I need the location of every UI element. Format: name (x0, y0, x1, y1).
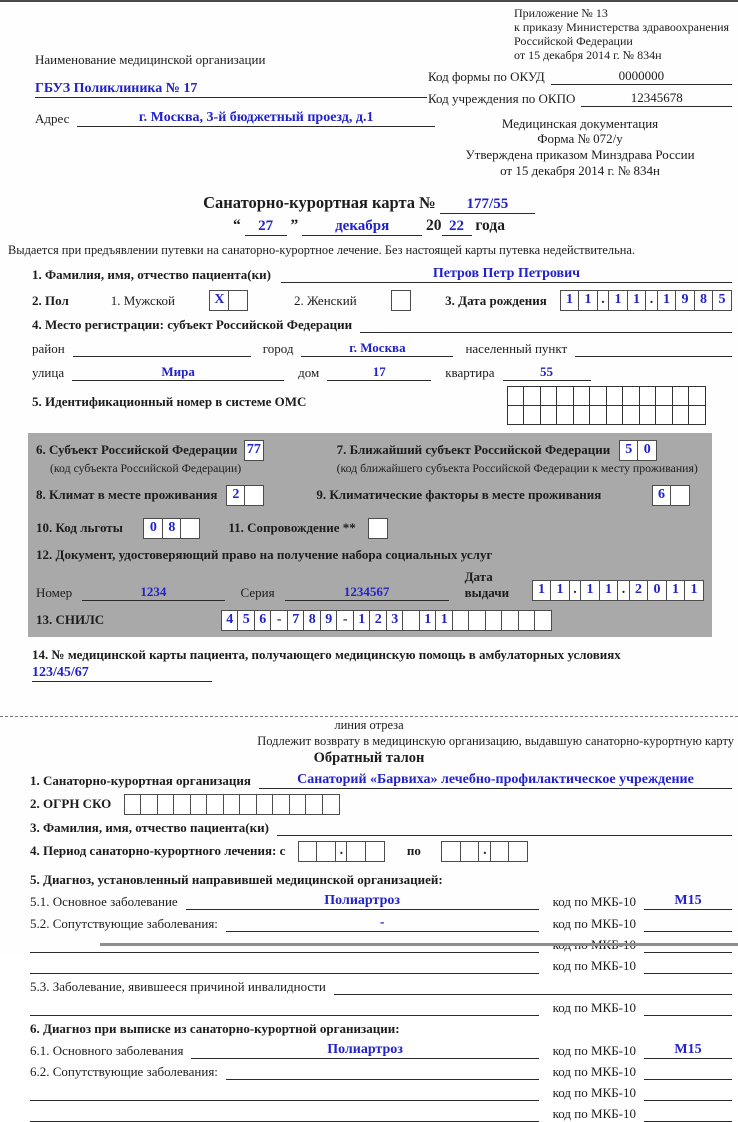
field14-label: 14. № медицинской карты пациента, получающего медицинскую помощь в амбулаторных условиях (32, 646, 621, 662)
birth-date-cells[interactable]: 1 1 . 1 1 . 1 9 8 5 (561, 290, 732, 311)
return-note: Подлежит возврату в медицинскую организацию, выдавшую санаторно-курортную карту (257, 733, 734, 748)
main-disease-mkb-field[interactable]: М15 (644, 893, 732, 910)
card-title (0, 193, 738, 214)
field12-label: 12. Документ, удостоверяющий право на получение набора социальных услуг (36, 546, 493, 562)
appendix-line: Приложение № 13 (514, 6, 608, 20)
female-option-label: 2. Женский (293, 292, 357, 308)
address-label: Адрес (35, 111, 70, 126)
org-name-label: Наименование медицинской организации (35, 52, 266, 67)
field3-label: 3. Дата рождения (445, 292, 547, 308)
org-name-value: ГБУЗ Поликлиника № 17 (35, 81, 198, 96)
snils-cells[interactable]: 4 5 6 - 7 8 9 - 1 2 3 1 1 (222, 610, 552, 631)
coupon-field4-label: 4. Период санаторно-курортного лечения: с (30, 843, 286, 859)
mkb-label: код по МКБ-10 (552, 1042, 636, 1058)
field61-label: 6.1. Основного заболевания (30, 1042, 184, 1058)
okpo-label: Код учреждения по ОКПО (428, 90, 576, 106)
discharge-comorbidity-mkb-field[interactable] (644, 1079, 732, 1080)
return-coupon (0, 772, 738, 1122)
doc-number-label: Номер (36, 584, 73, 600)
med-doc-line: от 15 декабря 2014 г. № 834н (500, 163, 660, 179)
address-field[interactable]: г. Москва, 3-й бюджетный проезд, д.1 (77, 110, 435, 127)
field2-label: 2. Пол (32, 292, 69, 308)
district-field[interactable] (73, 341, 251, 357)
comorbidity-mkb-field[interactable] (644, 952, 732, 953)
discharge-extra-line[interactable] (30, 1085, 539, 1101)
patient-name-field[interactable]: Петров Петр Петрович (281, 266, 732, 283)
form-header (0, 2, 738, 179)
coupon-title: Обратный талон (313, 749, 425, 766)
field4-label: 4. Место регистрации: субъект Российской Федерации (32, 317, 353, 333)
subject-code-cells[interactable]: 77 (245, 440, 264, 461)
appendix-line: от 15 декабря 2014 г. № 834н (514, 48, 662, 63)
nearest-subject-code-cells[interactable]: 5 0 (620, 440, 657, 461)
comorbidity-mkb-field[interactable] (644, 973, 732, 974)
year-century: 20 (426, 217, 442, 235)
period-from-cells[interactable]: . (299, 841, 385, 862)
mkb-label: код по МКБ-10 (552, 957, 636, 973)
coupon-field1-label: 1. Санаторно-курортная организация (30, 772, 251, 788)
ogrn-cells[interactable] (125, 794, 340, 815)
field10-label: 10. Код льготы (36, 520, 123, 536)
period-to-label: по (406, 843, 421, 859)
field8-label: 8. Климат в месте проживания (36, 487, 218, 503)
oms-grid-row[interactable] (508, 386, 706, 406)
street-label: улица (32, 365, 65, 381)
card-title-text: Санаторно-курортная карта № (203, 193, 436, 213)
city-label: город (262, 341, 294, 357)
mkb-label: код по МКБ-10 (552, 915, 636, 931)
card-main (0, 266, 738, 425)
coupon-field3-label: 3. Фамилия, имя, отчество пациента(ки) (30, 819, 269, 835)
comorbidity-mkb-field[interactable] (644, 931, 732, 932)
discharge-main-disease-field[interactable]: Полиартроз (191, 1042, 538, 1059)
coupon-patient-name-field[interactable] (277, 820, 732, 836)
oms-grid-row[interactable] (508, 406, 706, 425)
field9-label: 9. Климатические факторы в месте проживания (316, 487, 602, 503)
discharge-comorbidity-field[interactable] (226, 1064, 539, 1080)
field5-label: 5. Идентификационный номер в системе ОМС (32, 394, 307, 410)
year-field[interactable]: 22 (442, 218, 472, 236)
cut-line-label: линия отреза (334, 717, 404, 732)
field7-sublabel: (код ближайшего субъекта Российской Федерации к месту проживания) (336, 460, 698, 475)
mkb-label: код по МКБ-10 (552, 1084, 636, 1100)
region-field[interactable] (360, 317, 732, 333)
field53-label: 5.3. Заболевание, явившееся причиной инвалидности (30, 978, 326, 994)
house-field[interactable]: 17 (327, 364, 431, 381)
mkb-label: код по МКБ-10 (552, 1063, 636, 1079)
settlement-field[interactable] (575, 341, 732, 357)
resort-codes-band (28, 433, 712, 637)
appendix-block (428, 6, 732, 63)
district-label: район (32, 341, 65, 357)
apartment-field[interactable]: 55 (503, 364, 591, 381)
field7-label: 7. Ближайший субъект Российской Федерации (336, 442, 611, 458)
med-doc-line: Форма № 072/у (537, 131, 623, 147)
quote-close: ” (290, 217, 299, 235)
appendix-line: к приказу Министерства здравоохранения (514, 20, 730, 35)
org-name-field[interactable] (35, 81, 427, 98)
med-doc-line: Медицинская документация (501, 115, 659, 131)
climate-code-cells[interactable]: 2 (227, 485, 264, 506)
discharge-extra-line[interactable] (30, 1106, 539, 1122)
benefit-code-cells[interactable]: 0 8 (145, 518, 201, 539)
coupon-field2-label: 2. ОГРН СКО (30, 796, 112, 812)
escort-checkbox[interactable] (370, 518, 389, 539)
field51-label: 5.1. Основное заболевание (30, 893, 178, 909)
comorbidity-extra-line[interactable] (30, 958, 539, 974)
settlement-label: населенный пункт (465, 341, 568, 357)
male-checkbox[interactable]: X (211, 290, 248, 311)
doc-issue-date-cells[interactable]: 1 1 . 1 1 . 2 0 1 1 (533, 580, 704, 601)
okud-field[interactable]: 0000000 (551, 68, 732, 85)
main-disease-field[interactable]: Полиартроз (186, 893, 539, 910)
field13-label: 13. СНИЛС (36, 612, 105, 628)
day-field[interactable]: 27 (245, 218, 287, 236)
year-word: года (475, 217, 505, 235)
mkb-label: код по МКБ-10 (552, 1105, 636, 1121)
card-number-field[interactable]: 177/55 (440, 196, 535, 214)
appendix-line: Российской Федерации (514, 34, 633, 49)
med-doc-block (428, 116, 732, 179)
climate-factors-cells[interactable]: 6 (653, 485, 690, 506)
house-label: дом (298, 365, 320, 381)
med-card-number-field[interactable]: 123/45/67 (32, 665, 212, 682)
disability-mkb-field[interactable] (644, 1015, 732, 1016)
header-left (0, 2, 428, 179)
field1-label: 1. Фамилия, имя, отчество пациента(ки) (32, 267, 271, 283)
oms-number-grid[interactable] (508, 386, 706, 425)
discharge-comorbidity-mkb-field[interactable] (644, 1121, 732, 1122)
mkb-label: код по МКБ-10 (552, 893, 636, 909)
coupon-field5-label: 5. Диагноз, установленный направившей медицинской организацией: (30, 871, 443, 887)
doc-series-label: Серия (240, 584, 275, 600)
street-field[interactable]: Мира (72, 364, 284, 381)
okpo-field[interactable]: 12345678 (581, 90, 732, 107)
field6-sublabel: (код субъекта Российской Федерации) (50, 460, 242, 475)
doc-number-field[interactable]: 1234 (82, 584, 224, 601)
field6-label: 6. Субъект Российской Федерации (36, 442, 238, 458)
discharge-comorbidity-mkb-field[interactable] (644, 1100, 732, 1101)
bottom-scan-line (100, 943, 738, 946)
female-checkbox[interactable] (393, 290, 412, 311)
male-option-label: 1. Мужской (110, 292, 175, 308)
mkb-label: код по МКБ-10 (552, 999, 636, 1015)
city-field[interactable]: г. Москва (301, 340, 453, 357)
field62-label: 6.2. Сопутствующие заболевания: (30, 1063, 218, 1079)
field52-label: 5.2. Сопутствующие заболевания: (30, 915, 218, 931)
quote-open: “ (233, 217, 241, 235)
disability-disease-field[interactable] (334, 979, 732, 995)
validity-note: Выдается при предъявлении путевки на санаторно-курортное лечение. Без настоящей карты путевка недействительна. (8, 243, 635, 258)
card-date-line (0, 217, 738, 236)
coupon-field6-label: 6. Диагноз при выписке из санаторно-курортной организации: (30, 1020, 400, 1036)
resort-org-field[interactable]: Санаторий «Барвиха» лечебно-профилактическое учреждение (259, 772, 732, 789)
cut-line (0, 716, 738, 717)
doc-issue-date-label: Дата выдачи (464, 568, 510, 600)
comorbidity-field[interactable]: - (226, 915, 539, 932)
field11-label: 11. Сопровождение ** (228, 520, 356, 536)
apartment-label: квартира (445, 365, 495, 381)
okud-label: Код формы по ОКУД (428, 68, 545, 84)
med-doc-line: Утверждена приказом Минздрава России (465, 147, 695, 163)
disability-extra-line[interactable] (30, 1000, 539, 1016)
header-right (428, 2, 738, 179)
period-to-cells[interactable]: . (443, 841, 529, 862)
doc-series-field[interactable]: 1234567 (285, 584, 449, 601)
month-field[interactable]: декабря (302, 218, 422, 236)
discharge-main-mkb-field[interactable]: М15 (644, 1042, 732, 1059)
